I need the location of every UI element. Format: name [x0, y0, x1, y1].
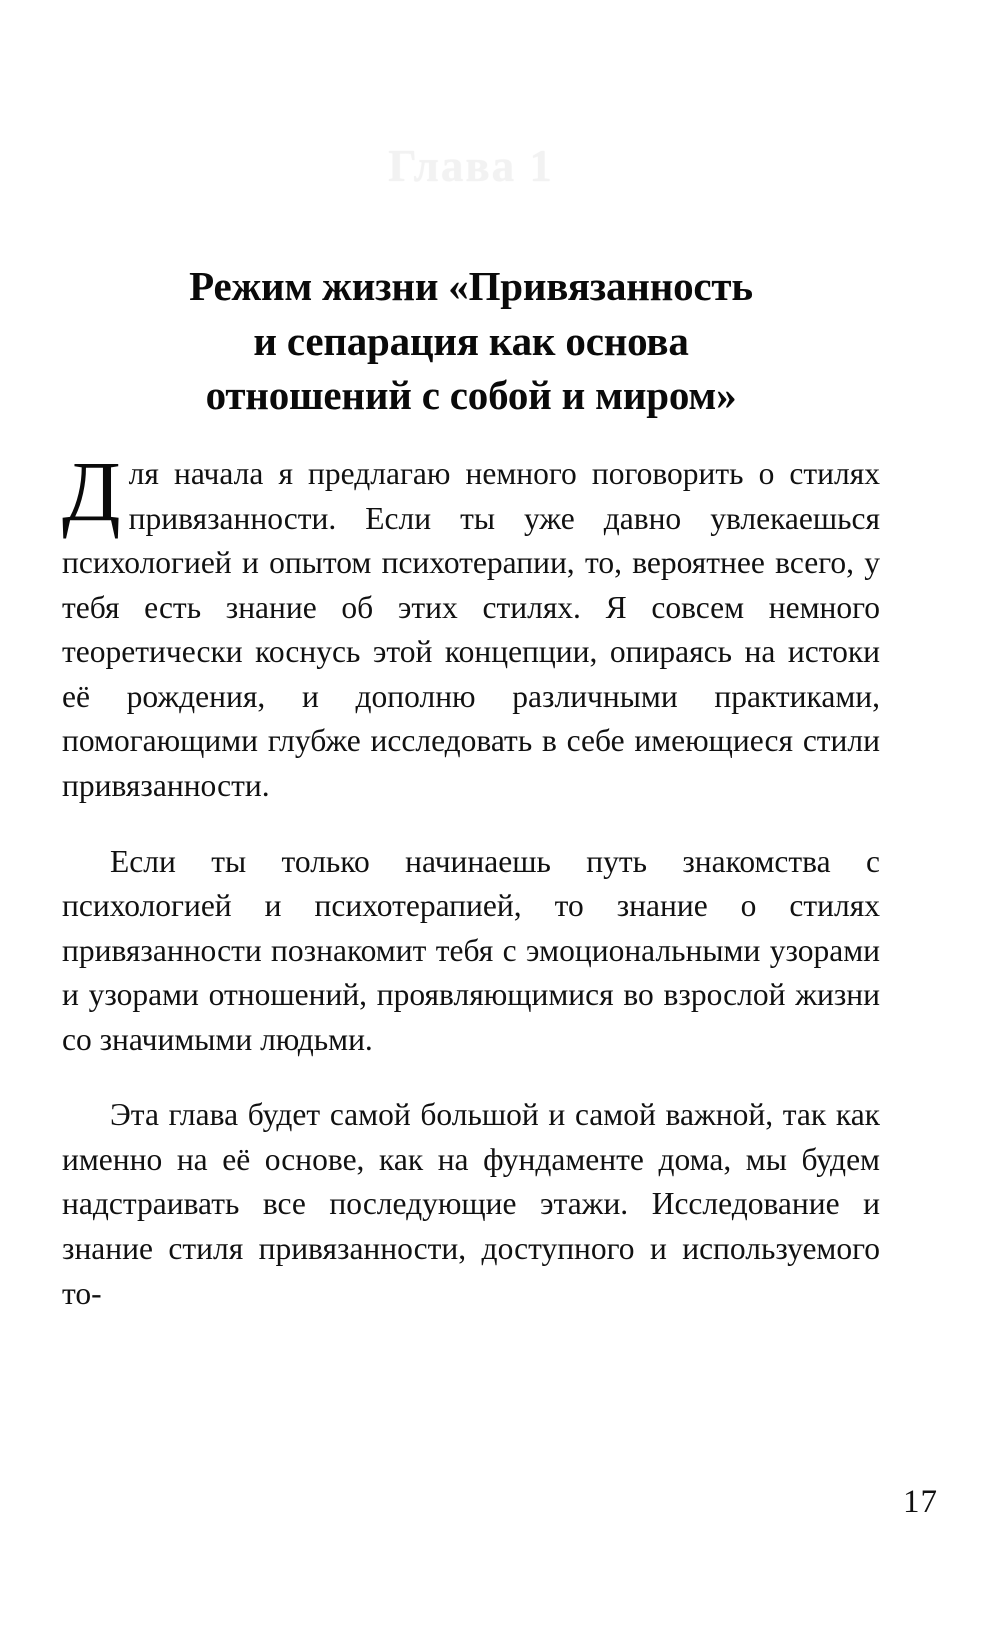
page-content	[62, 0, 880, 1633]
paragraph-3: Эта глава будет самой большой и самой важной, так как именно на её основе, как на фундаменте дома, мы будем надстраивать все последующие этажи. Исследование и знание стиля привязанности, доступного и используемого то-	[62, 1097, 880, 1311]
paragraph-2: Если ты только начинаешь путь знакомства с психологией и психотерапией, то знание о стилях привязанности познакомит тебя с эмоциональными узорами и узорами отношений, проявляющимися во взрослой жизни со значимыми людьми.	[62, 843, 880, 1057]
paragraph-1	[62, 443, 880, 809]
page-title-line-2: и сепарация как основа	[253, 317, 689, 364]
paragraph-1-text: ля начала я предлагаю немного поговорить о стилях привязанности. Если ты уже давно увлекаешься психологией и опытом психотерапии, то, вероятнее всего, у тебя есть знание об этих стилях. Я совсем немного теоретически коснусь этой концепции, опираясь на истоки её рождения, и дополню различными практиками, помогающими глубже исследовать в себе имеющиеся стили привязанности.	[62, 456, 880, 803]
body-text	[62, 443, 880, 1316]
page-number: 17	[903, 1484, 938, 1520]
chapter-label-watermark: Глава 1	[388, 141, 554, 191]
page-title-line-3: отношений с собой и миром»	[205, 371, 737, 418]
drop-cap: Д	[62, 443, 121, 539]
page-title-line-1: Режим жизни «Привязанность	[189, 263, 753, 310]
page-title	[62, 259, 880, 421]
